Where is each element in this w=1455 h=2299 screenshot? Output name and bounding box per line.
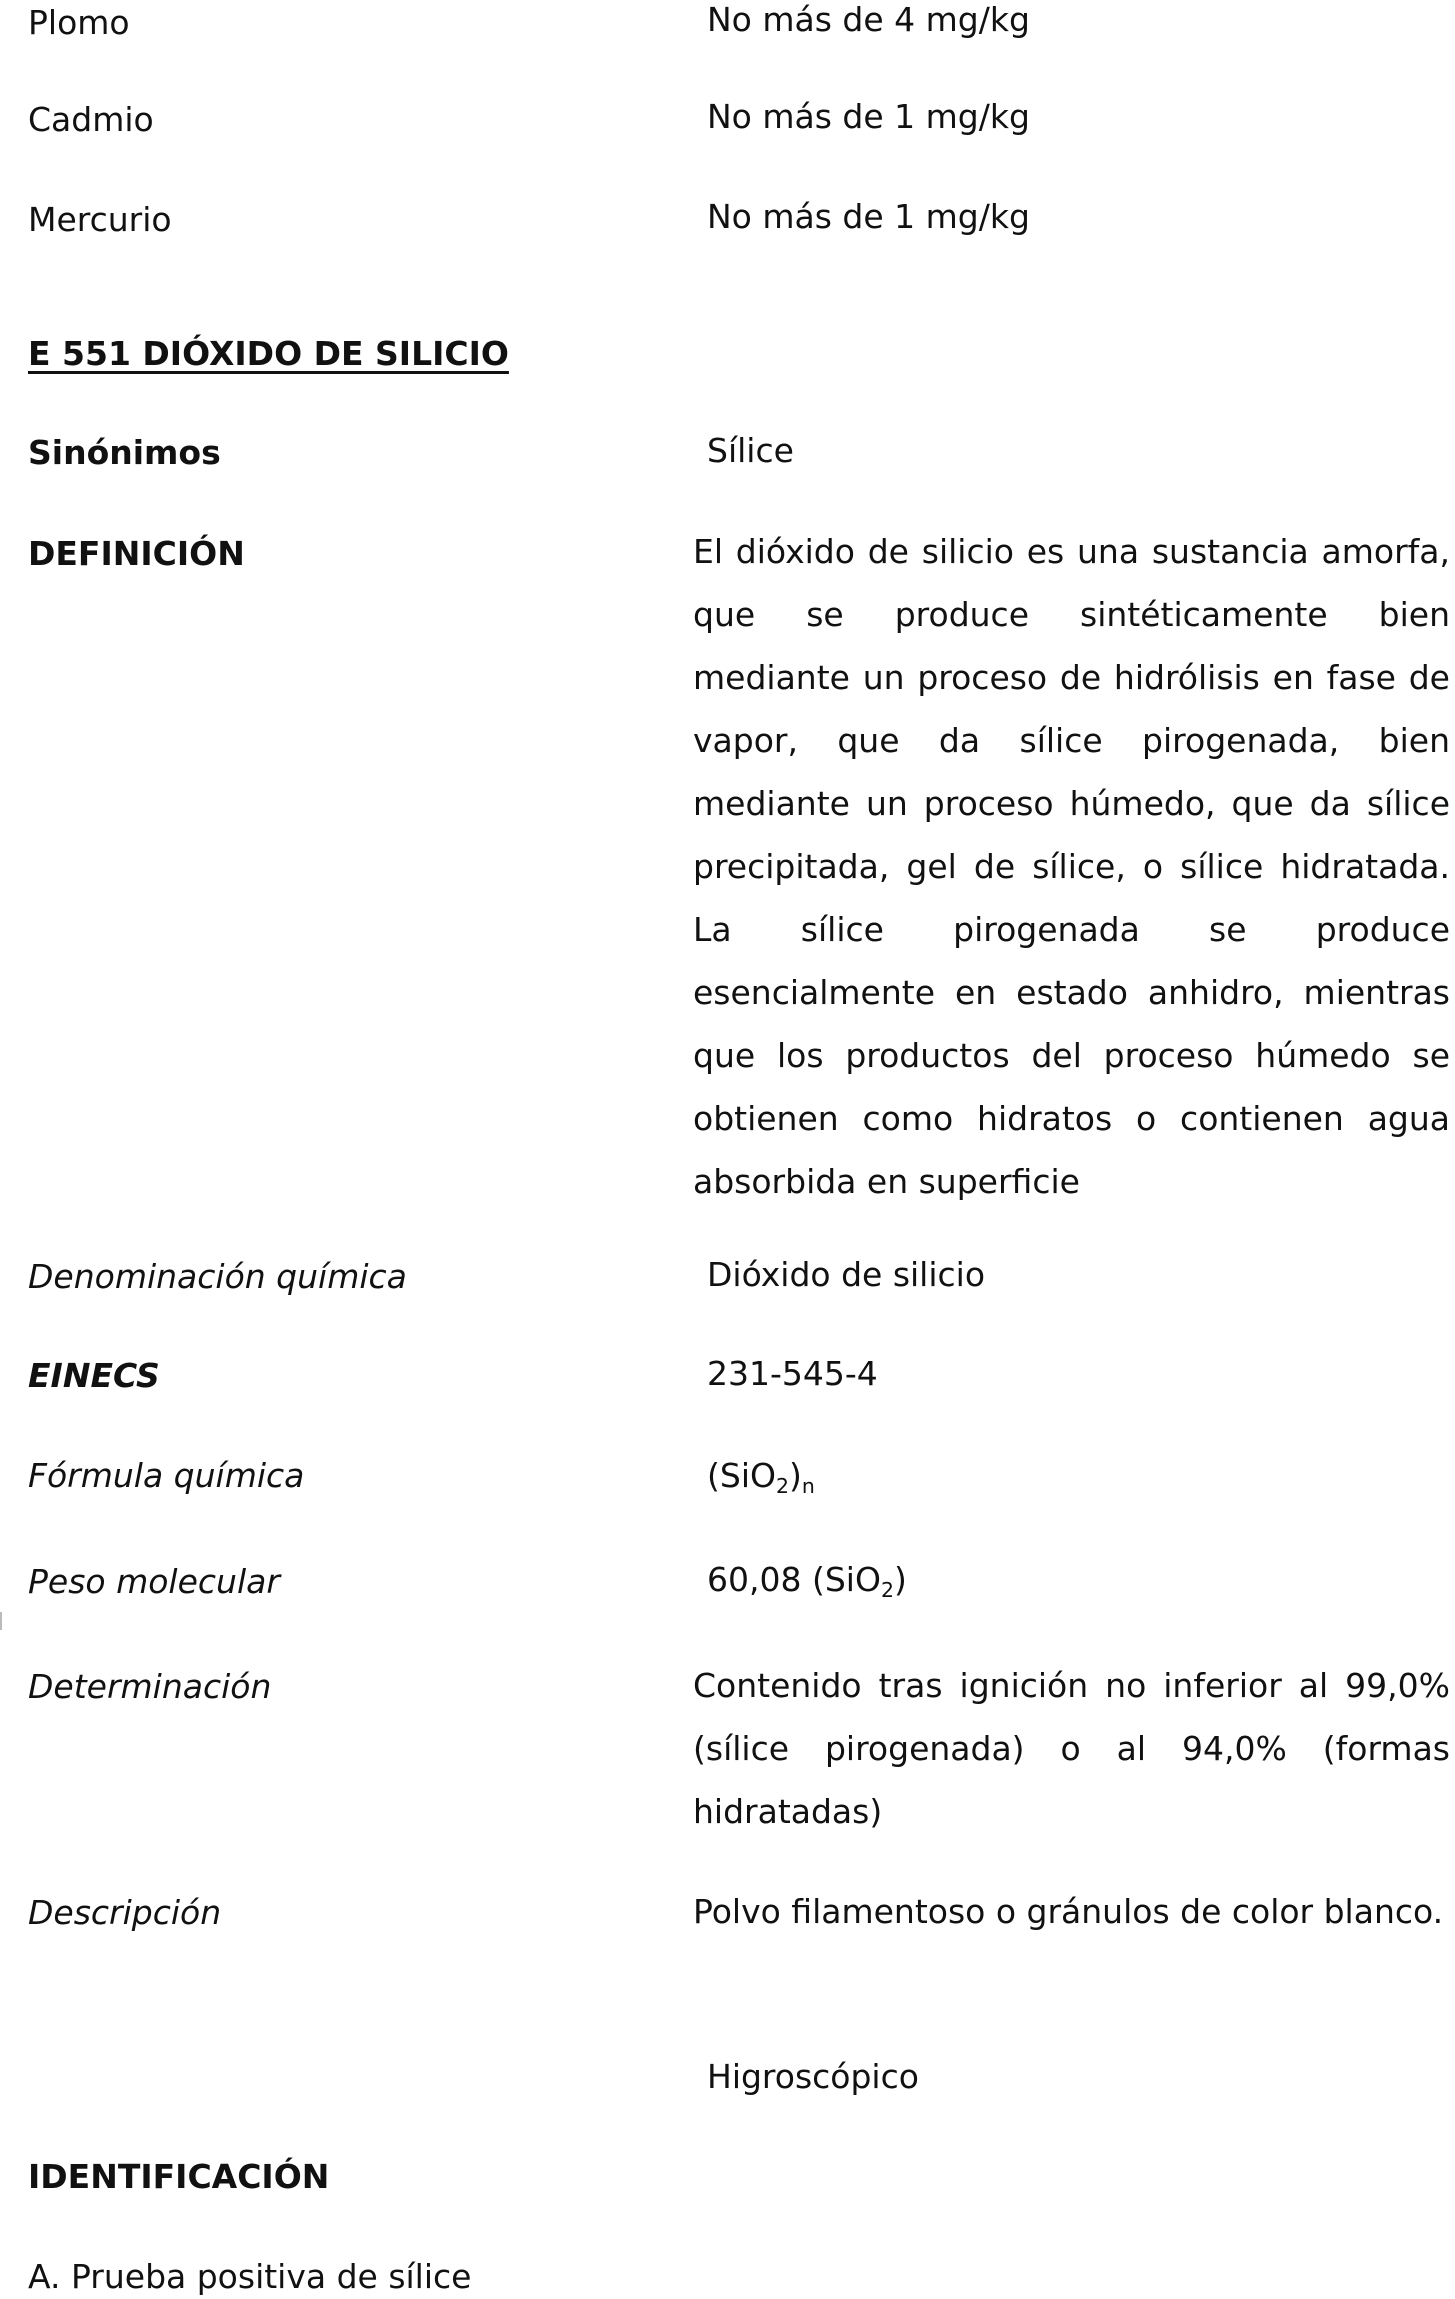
limit-value-cadmium: No más de 1 mg/kg <box>707 97 1030 136</box>
formula-subscript-n: n <box>801 1474 815 1499</box>
einecs-value: 231-545-4 <box>707 1354 878 1393</box>
limit-label-mercury: Mercurio <box>28 200 172 239</box>
limit-label-lead: Plomo <box>28 3 130 42</box>
formula-label: Fórmula química <box>28 1456 305 1495</box>
description-text: Polvo filamentoso o gránulos de color blanco. <box>693 1892 1444 1931</box>
formula-value <box>707 1456 815 1499</box>
definition-label: DEFINICIÓN <box>28 534 245 573</box>
scan-edge-mark <box>0 1612 2 1630</box>
einecs-label: EINECS <box>28 1356 160 1395</box>
chemical-name-label: Denominación química <box>28 1257 407 1296</box>
limit-value-lead: No más de 4 mg/kg <box>707 0 1030 39</box>
molecular-weight-prefix: 60,08 (SiO <box>707 1560 881 1599</box>
chemical-name-value: Dióxido de silicio <box>707 1255 986 1294</box>
synonyms-value: Sílice <box>707 431 794 470</box>
description-label: Descripción <box>28 1893 222 1932</box>
limit-label-cadmium: Cadmio <box>28 100 154 139</box>
formula-prefix: (SiO <box>707 1456 776 1495</box>
formula-mid: ) <box>788 1456 802 1495</box>
synonyms-label: Sinónimos <box>28 433 221 472</box>
identification-heading: IDENTIFICACIÓN <box>28 2157 330 2196</box>
molecular-weight-suffix: ) <box>893 1560 907 1599</box>
definition-text: El dióxido de silicio es una sustancia amorfa, que se produce sintéticamente bien mediante un proceso de hidrólisis en fase de vapor, que da sílice pirogenada, bien mediante un proceso húmedo, que da sílice precipitada, gel de sílice, o sílice hidratada. La sílice pirogenada se produce esencialmente en estado anhidro, mientras que los productos del proceso húmedo se obtienen como hidratos o contienen agua absorbida en superficie <box>693 532 1450 1201</box>
molecular-weight-subscript: 2 <box>880 1578 894 1603</box>
molecular-weight-label: Peso molecular <box>28 1562 280 1601</box>
identification-item-a: A. Prueba positiva de sílice <box>28 2257 472 2296</box>
description-extra: Higroscópico <box>707 2057 919 2096</box>
assay-label: Determinación <box>28 1667 272 1706</box>
formula-subscript-2: 2 <box>775 1474 789 1499</box>
limit-value-mercury: No más de 1 mg/kg <box>707 197 1030 236</box>
assay-text: Contenido tras ignición no inferior al 99,0% (sílice pirogenada) o al 94,0% (formas hidratadas) <box>693 1666 1450 1831</box>
section-heading: E 551 DIÓXIDO DE SILICIO <box>28 334 509 373</box>
molecular-weight-value <box>707 1560 907 1603</box>
